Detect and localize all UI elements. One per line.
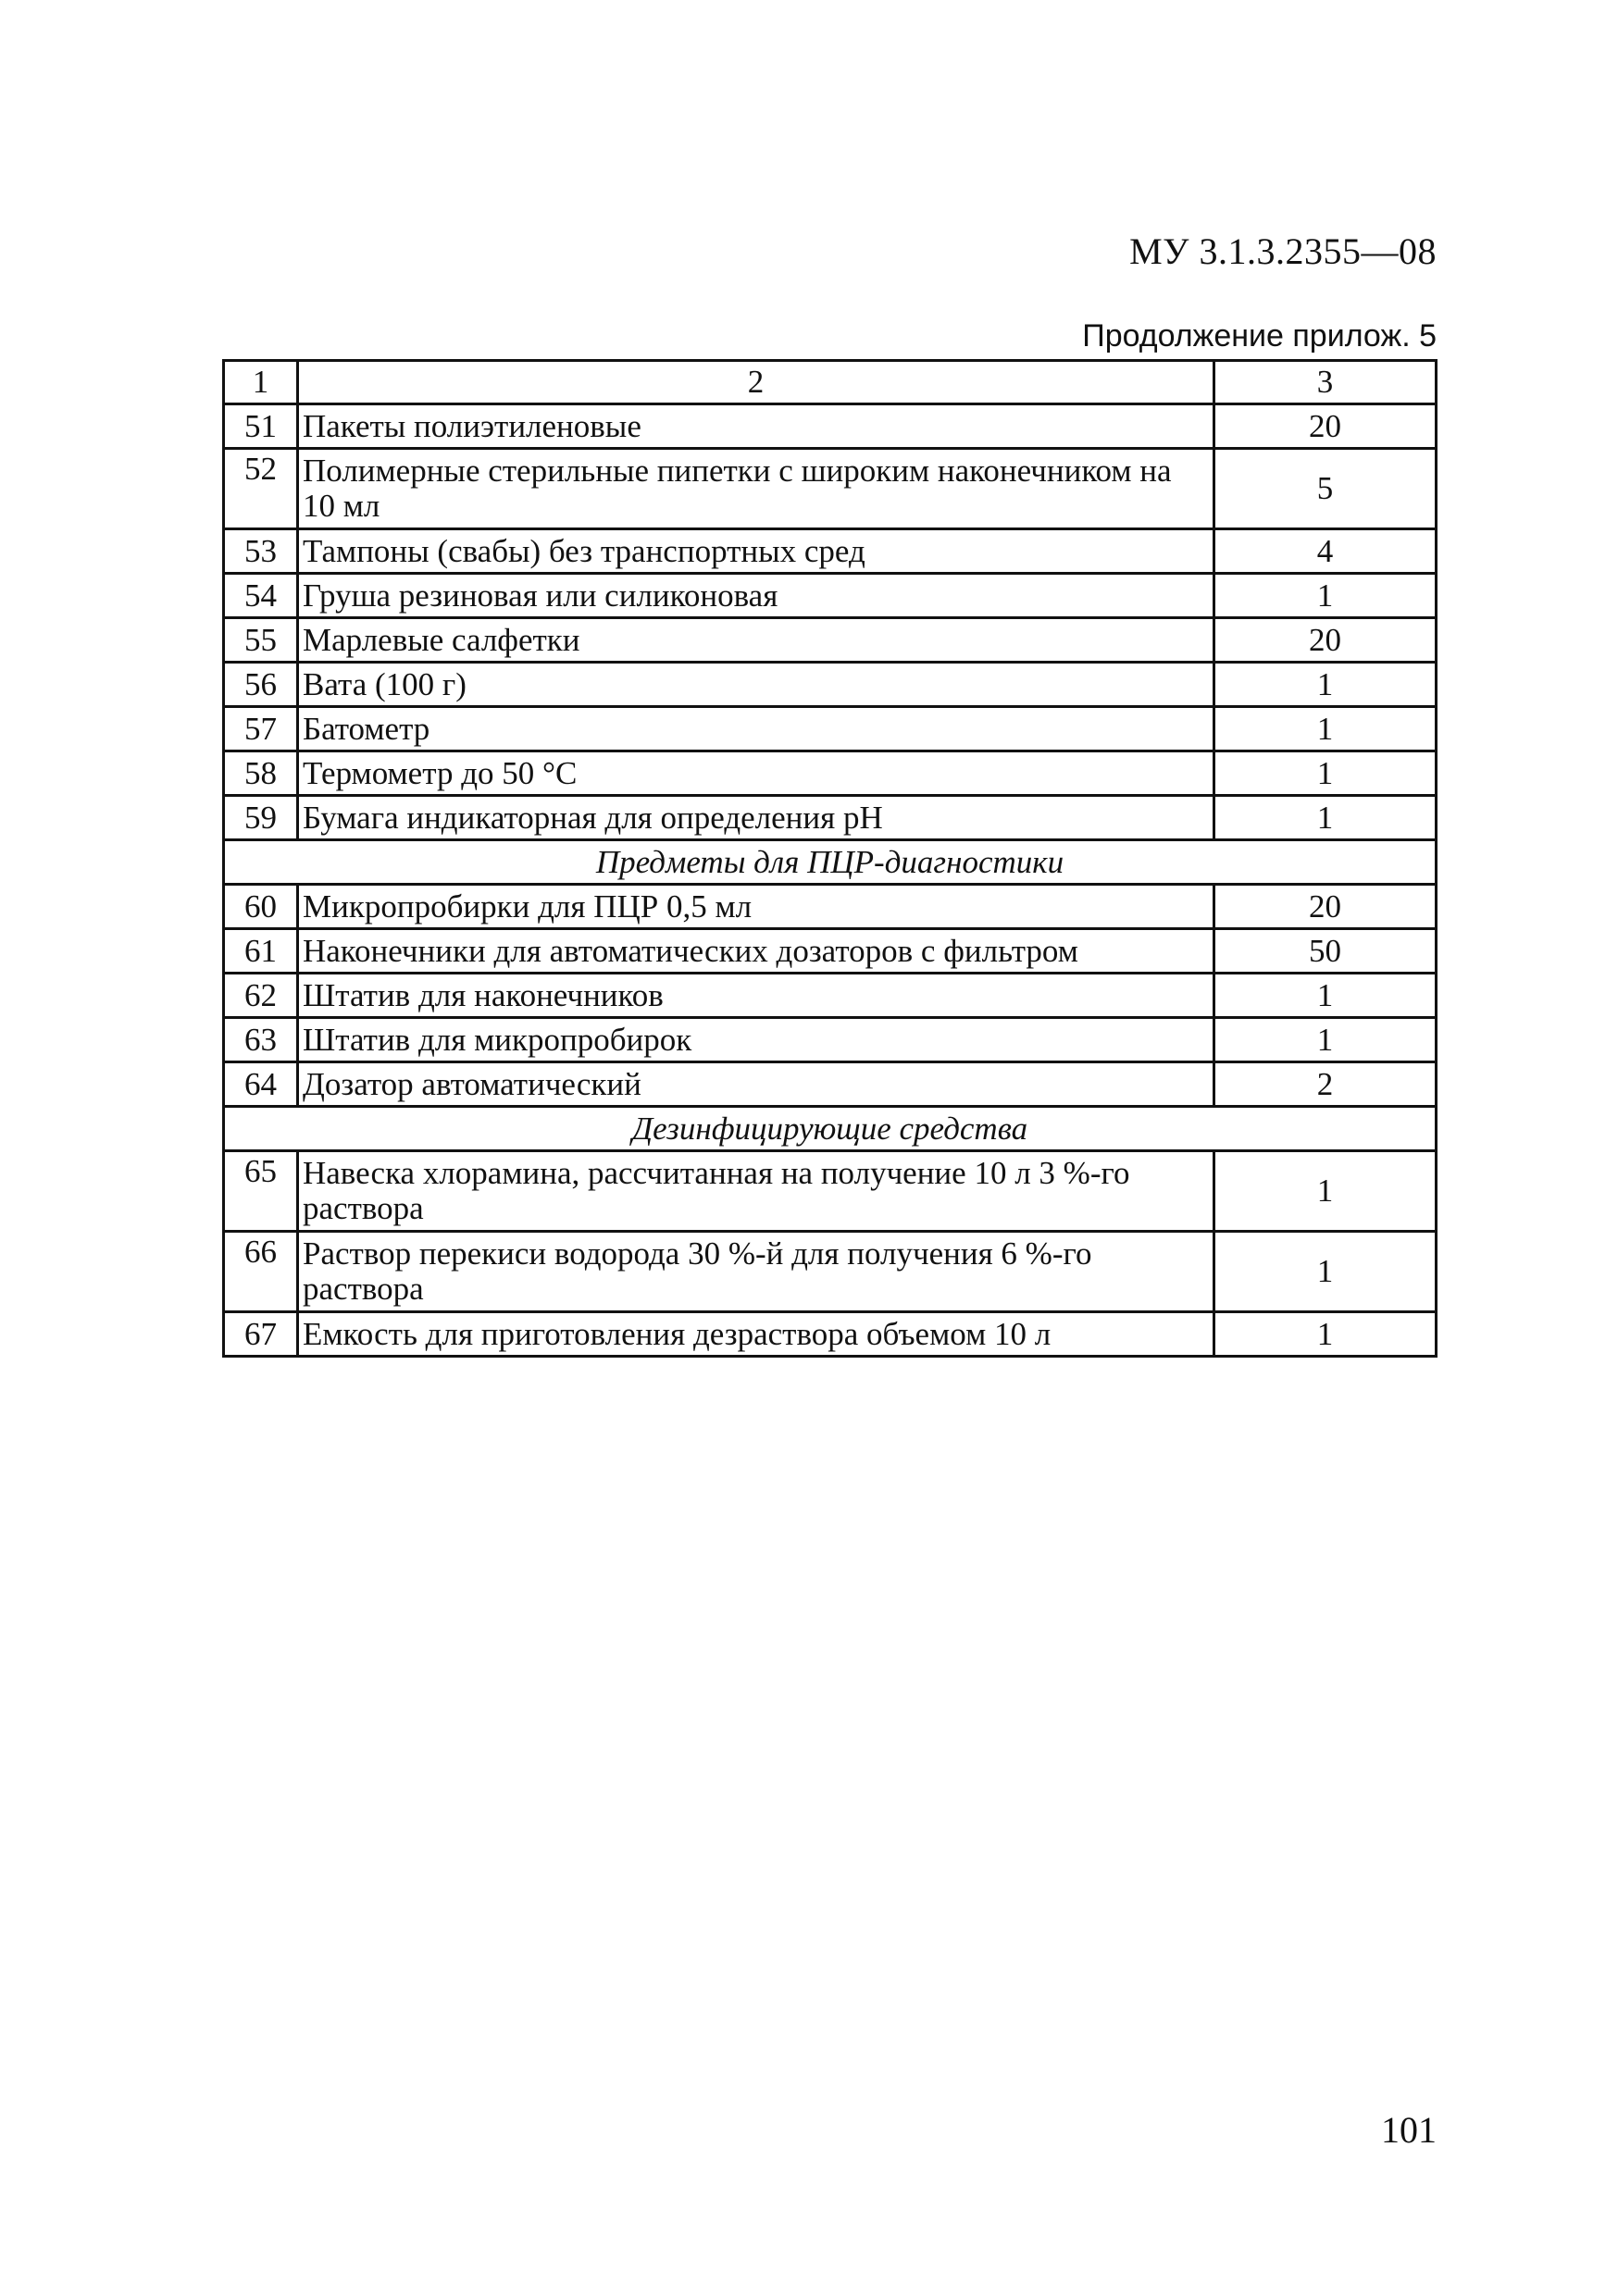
table-row xyxy=(224,796,1437,840)
table-row xyxy=(224,1312,1437,1357)
row-number: 66 xyxy=(224,1232,298,1312)
row-number: 54 xyxy=(224,574,298,618)
item-name: Емкость для приготовления дезраствора объемом 10 л xyxy=(298,1312,1214,1357)
item-name: Груша резиновая или силиконовая xyxy=(298,574,1214,618)
item-quantity: 1 xyxy=(1214,663,1437,707)
item-name: Марлевые салфетки xyxy=(298,618,1214,663)
row-number: 55 xyxy=(224,618,298,663)
item-quantity: 1 xyxy=(1214,1232,1437,1312)
row-number: 62 xyxy=(224,974,298,1018)
item-quantity: 20 xyxy=(1214,885,1437,929)
item-name: Навеска хлорамина, рассчитанная на получение 10 л 3 %-го раствора xyxy=(298,1151,1214,1232)
item-quantity: 20 xyxy=(1214,618,1437,663)
table-row xyxy=(224,663,1437,707)
column-header: 2 xyxy=(298,361,1214,404)
item-name: Раствор перекиси водорода 30 %-й для получения 6 %-го раствора xyxy=(298,1232,1214,1312)
equipment-table xyxy=(222,359,1438,1358)
section-heading-disinfectants: Дезинфицирующие средства xyxy=(224,1107,1437,1151)
item-name: Тампоны (свабы) без транспортных сред xyxy=(298,529,1214,574)
table-row xyxy=(224,574,1437,618)
item-name: Полимерные стерильные пипетки с широким наконечником на 10 мл xyxy=(298,449,1214,529)
row-number: 57 xyxy=(224,707,298,751)
item-name: Бумага индикаторная для определения рН xyxy=(298,796,1214,840)
row-number: 63 xyxy=(224,1018,298,1062)
table-row xyxy=(224,618,1437,663)
item-quantity: 50 xyxy=(1214,929,1437,974)
item-name: Наконечники для автоматических дозаторов с фильтром xyxy=(298,929,1214,974)
item-quantity: 1 xyxy=(1214,751,1437,796)
item-name: Микропробирки для ПЦР 0,5 мл xyxy=(298,885,1214,929)
table-header-row xyxy=(224,361,1437,404)
table-row xyxy=(224,1232,1437,1312)
table-row xyxy=(224,885,1437,929)
continuation-label: Продолжение прилож. 5 xyxy=(1082,318,1437,354)
row-number: 67 xyxy=(224,1312,298,1357)
item-name: Вата (100 г) xyxy=(298,663,1214,707)
item-name: Дозатор автоматический xyxy=(298,1062,1214,1107)
row-number: 52 xyxy=(224,449,298,529)
row-number: 65 xyxy=(224,1151,298,1232)
item-quantity: 1 xyxy=(1214,796,1437,840)
column-header: 3 xyxy=(1214,361,1437,404)
table-row xyxy=(224,751,1437,796)
item-quantity: 1 xyxy=(1214,974,1437,1018)
row-number: 64 xyxy=(224,1062,298,1107)
table-row xyxy=(224,1062,1437,1107)
item-quantity: 1 xyxy=(1214,1151,1437,1232)
row-number: 51 xyxy=(224,404,298,449)
table-row xyxy=(224,974,1437,1018)
item-quantity: 20 xyxy=(1214,404,1437,449)
row-number: 60 xyxy=(224,885,298,929)
row-number: 58 xyxy=(224,751,298,796)
item-quantity: 5 xyxy=(1214,449,1437,529)
table-row xyxy=(224,707,1437,751)
item-quantity: 1 xyxy=(1214,707,1437,751)
item-name: Пакеты полиэтиленовые xyxy=(298,404,1214,449)
document-code: МУ 3.1.3.2355—08 xyxy=(1129,230,1437,272)
page-number: 101 xyxy=(1381,2109,1437,2151)
table-row xyxy=(224,449,1437,529)
item-name: Штатив для микропробирок xyxy=(298,1018,1214,1062)
table-row xyxy=(224,929,1437,974)
section-heading-pcr: Предметы для ПЦР-диагностики xyxy=(224,840,1437,885)
table-row xyxy=(224,1151,1437,1232)
item-name: Термометр до 50 °С xyxy=(298,751,1214,796)
section-heading-row xyxy=(224,1107,1437,1151)
table-row xyxy=(224,404,1437,449)
item-quantity: 1 xyxy=(1214,574,1437,618)
item-quantity: 4 xyxy=(1214,529,1437,574)
table-row xyxy=(224,1018,1437,1062)
row-number: 59 xyxy=(224,796,298,840)
column-header: 1 xyxy=(224,361,298,404)
item-name: Штатив для наконечников xyxy=(298,974,1214,1018)
table-row xyxy=(224,529,1437,574)
row-number: 61 xyxy=(224,929,298,974)
item-quantity: 1 xyxy=(1214,1018,1437,1062)
item-quantity: 1 xyxy=(1214,1312,1437,1357)
row-number: 53 xyxy=(224,529,298,574)
section-heading-row xyxy=(224,840,1437,885)
item-quantity: 2 xyxy=(1214,1062,1437,1107)
item-name: Батометр xyxy=(298,707,1214,751)
row-number: 56 xyxy=(224,663,298,707)
